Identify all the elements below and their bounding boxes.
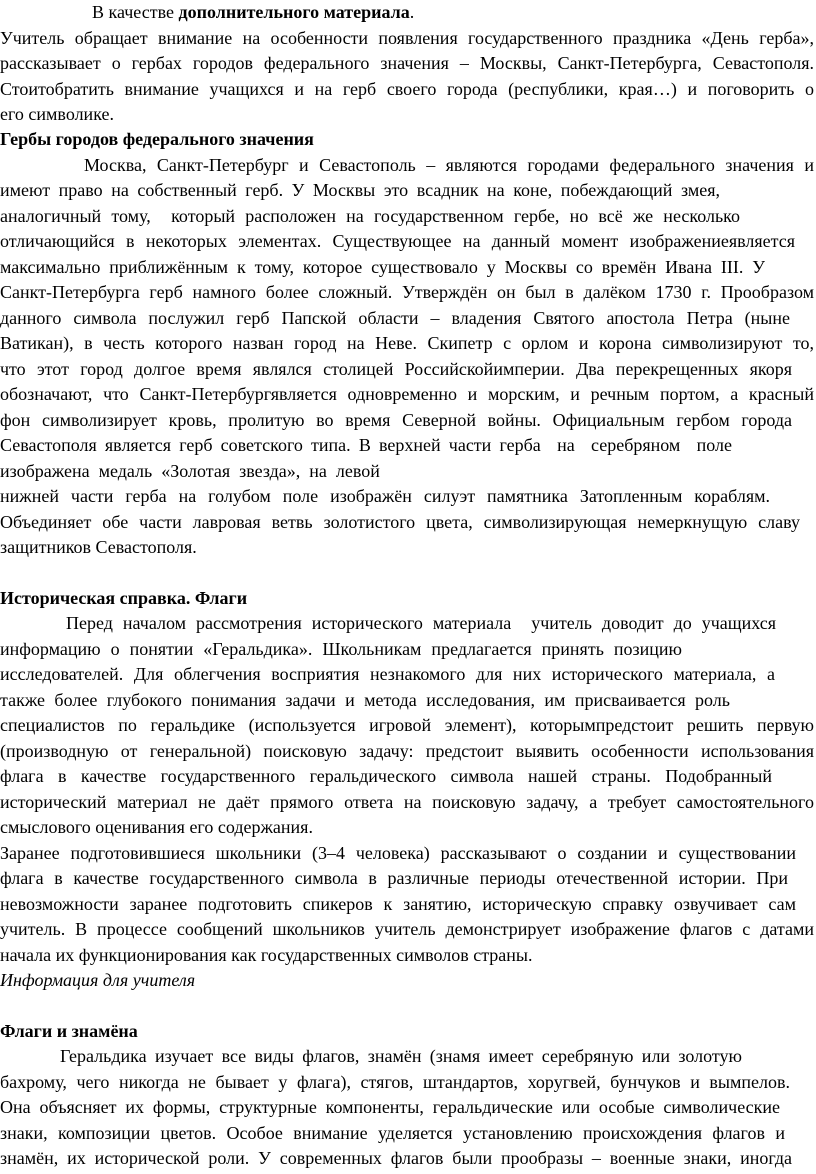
- teacher-info-note: Информация для учителя: [0, 970, 196, 990]
- paragraph-line: бахрому, чего никогда не бывает у флага), стягов, штандартов, хоругвей, бунчуков и вымпелов.: [0, 1072, 790, 1092]
- intro-line: его символике.: [0, 104, 114, 124]
- paragraph-line: исторический материал не даёт прямого ответа на поисковую задачу, а требует самостоятельного: [0, 792, 814, 812]
- paragraph-line: отличающийся в некоторых элементах. Существующее на данный момент изображениеявляется: [0, 231, 795, 251]
- paragraph-line: имеют право на собственный герб. У Москвы это всадник на коне, побеждающий змея,: [0, 180, 720, 200]
- intro-line: Стоитобратить внимание учащихся и на герб своего города (республики, края…) и поговорить о: [0, 79, 814, 99]
- intro-suffix: .: [409, 2, 415, 22]
- paragraph-line: изображена медаль «Золотая звезда», на левой: [0, 461, 380, 481]
- paragraph-line: Геральдика изучает все виды флагов, знамён (знамя имеет серебряную или золотую: [60, 1046, 742, 1066]
- paragraph-line: знаки, композиции цветов. Особое внимание уделяется установлению происхождения флагов и: [0, 1123, 785, 1143]
- paragraph-line: что этот город долгое время являлся столицей Российскойимперии. Два перекрещенных якоря: [0, 359, 792, 379]
- paragraph-line: начала их функционирования как государственных символов страны.: [0, 945, 533, 965]
- paragraph-line: Санкт-Петербурга герб намного более сложный. Утверждён он был в далёком 1730 г. Прообразом: [0, 282, 814, 302]
- paragraph-line: флага в качестве государственного геральдического символа нашей страны. Подобранный: [0, 766, 772, 786]
- paragraph-line: обозначают, что Санкт-Петербургявляется одновременно и морским, и речным портом, а красный: [0, 384, 814, 404]
- intro-line: Учитель обращает внимание на особенности появления государственного праздника «День герба»,: [0, 28, 814, 48]
- paragraph-line: учитель. В процессе сообщений школьников учитель демонстрирует изображение флагов с датами: [0, 919, 814, 939]
- paragraph-line: знамён, их исторической роли. У современных флагов были прообразы – военные знаки, иногда: [0, 1148, 792, 1168]
- paragraph-line: смыслового оценивания его содержания.: [0, 817, 313, 837]
- intro-bold-term: дополнительного материала: [178, 2, 410, 22]
- paragraph-line: Она объясняет их формы, структурные компоненты, геральдические или особые символические: [0, 1097, 780, 1117]
- paragraph-line: флага в качестве государственного символа в различные периоды отечественной истории. При: [0, 868, 788, 888]
- section-heading-historical-note: Историческая справка. Флаги: [0, 588, 248, 608]
- paragraph-line: аналогичный тому, который расположен на государственном гербе, но всё же несколько: [0, 206, 740, 226]
- paragraph-line: невозможности заранее подготовить спикеров к занятию, историческую справку озвучивает сам: [0, 894, 796, 914]
- paragraph-line: данного символа послужил герб Папской области – владения Святого апостола Петра (ныне: [0, 308, 790, 328]
- paragraph-line: специалистов по геральдике (используется игровой элемент), которымпредстоит решить первую: [0, 715, 814, 735]
- paragraph-line: нижней части герба на голубом поле изображён силуэт памятника Затопленным кораблям.: [0, 486, 770, 506]
- paragraph-line: Ватикан), в честь которого назван город на Неве. Скипетр с орлом и корона символизируют то,: [0, 333, 814, 353]
- paragraph-line: защитников Севастополя.: [0, 537, 197, 557]
- paragraph-line: фон символизирует кровь, пролитую во время Северной войны. Официальным гербом города: [0, 410, 792, 430]
- section-heading-flags-and-banners: Флаги и знамёна: [0, 1021, 138, 1041]
- intro-prefix: В качестве: [92, 2, 179, 22]
- paragraph-line: исследователей. Для облегчения восприятия незнакомого для них исторического материала, а: [0, 664, 775, 684]
- paragraph-line: Объединяет обе части лавровая ветвь золотистого цвета, символизирующая немеркнущую славу: [0, 512, 800, 532]
- intro-title: [92, 0, 414, 25]
- intro-line: рассказывает о гербах городов федерального значения – Москвы, Санкт-Петербурга, Севастополя.: [0, 53, 814, 73]
- paragraph-line: Москва, Санкт-Петербург и Севастополь – являются городами федерального значения и: [84, 155, 814, 175]
- paragraph-line: максимально приближённым к тому, которое существовало у Москвы со времён Ивана III. У: [0, 257, 765, 277]
- paragraph-line: также более глубокого понимания задачи и метода исследования, им присваивается роль: [0, 690, 730, 710]
- paragraph-line: (производную от генеральной) поисковую задачу: предстоит выявить особенности использования: [0, 741, 814, 761]
- paragraph-line: Заранее подготовившиеся школьники (3–4 человека) рассказывают о создании и существовании: [0, 843, 796, 863]
- paragraph-line: информацию о понятии «Геральдика». Школьникам предлагается принять позицию: [0, 639, 682, 659]
- section-heading-coats-of-arms: Гербы городов федерального значения: [0, 129, 314, 149]
- paragraph-line: Перед началом рассмотрения исторического материала учитель доводит до учащихся: [66, 613, 776, 633]
- paragraph-line: Севастополя является герб советского типа. В верхней части герба на серебряном поле: [0, 435, 732, 455]
